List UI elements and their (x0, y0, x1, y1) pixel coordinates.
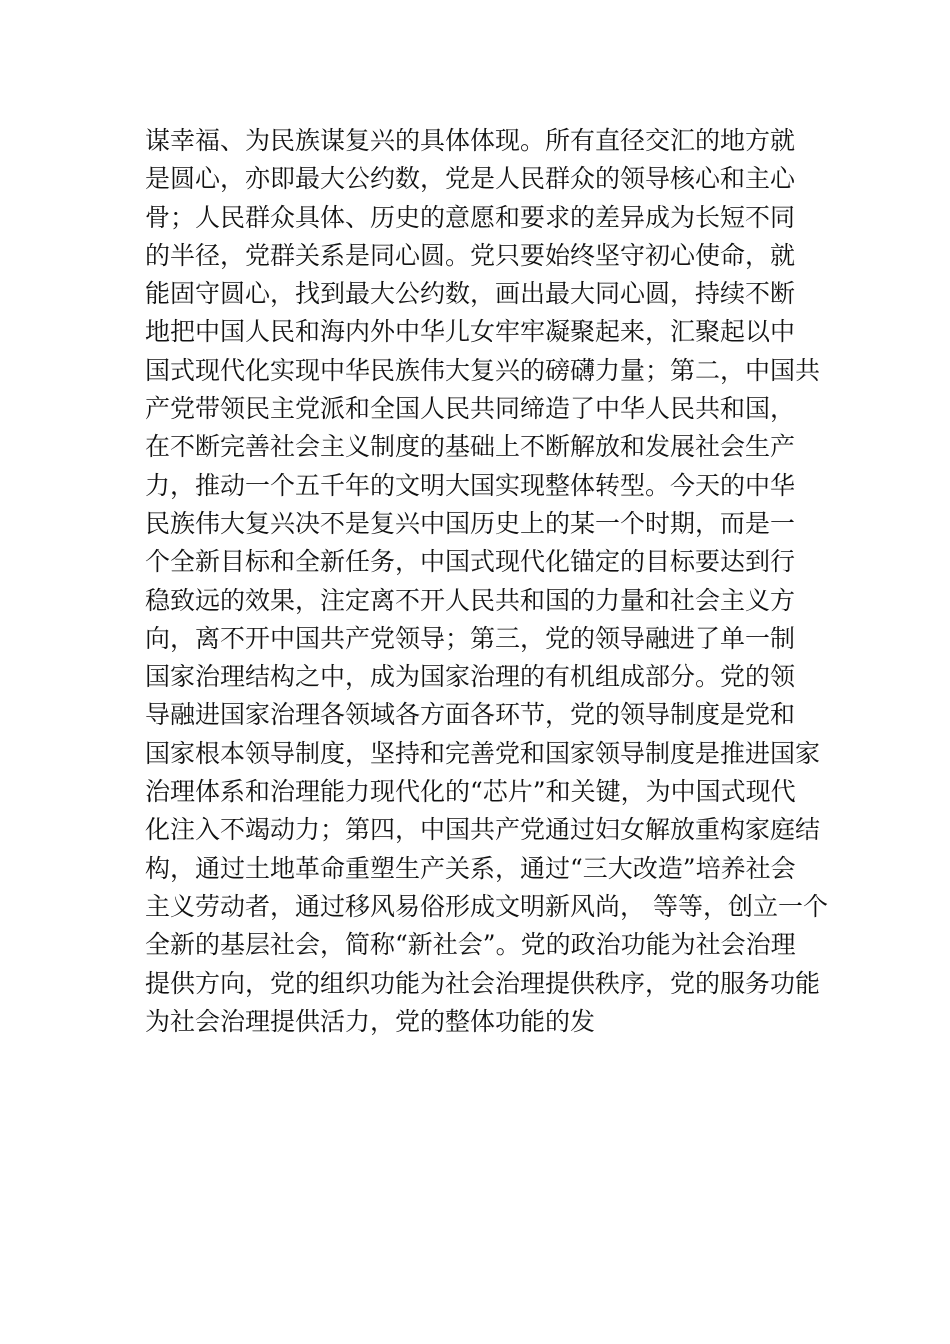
text-line: 国家治理结构之中，成为国家治理的有机组成部分。党的领 (145, 662, 796, 692)
text-line: 个全新目标和全新任务，中国式现代化锚定的目标要达到行 (145, 547, 796, 577)
text-line: 向，离不开中国共产党领导；第三，党的领导融进了单一制 (145, 623, 796, 653)
text-line: 稳致远的效果，注定离不开人民共和国的力量和社会主义方 (145, 585, 796, 615)
text-line: 地把中国人民和海内外中华儿女牢牢凝聚起来，汇聚起以中 (145, 317, 796, 347)
text-line: 导融进国家治理各领域各方面各环节，党的领导制度是党和 (145, 700, 796, 730)
text-line: 谋幸福、为民族谋复兴的具体体现。所有直径交汇的地方就 (145, 126, 796, 155)
text-line: 化注入不竭动力；第四，中国共产党通过妇女解放重构家庭结 (145, 815, 821, 845)
text-line: 是圆心，亦即最大公约数，党是人民群众的领导核心和主心 (145, 164, 796, 194)
text-line: 全新的基层社会，简称“新社会”。党的政治功能为社会治理 (145, 930, 796, 960)
text-line: 为社会治理提供活力，党的整体功能的发 (145, 1006, 596, 1036)
text-line: 力，推动一个五千年的文明大国实现整体转型。今天的中华 (145, 470, 796, 500)
text-line: 国家根本领导制度，坚持和完善党和国家领导制度是推进国家 (145, 738, 821, 768)
text-line: 治理体系和治理能力现代化的“芯片”和关键，为中国式现代 (145, 777, 796, 807)
text-line: 能固守圆心，找到最大公约数，画出最大同心圆，持续不断 (145, 279, 796, 309)
text-line: 的半径，党群关系是同心圆。党只要始终坚守初心使命，就 (145, 240, 796, 270)
text-line: 骨；人民群众具体、历史的意愿和要求的差异成为长短不同 (145, 202, 796, 232)
text-line: 在不断完善社会主义制度的基础上不断解放和发展社会生产 (145, 432, 796, 462)
text-line: 构，通过土地革命重塑生产关系，通过“三大改造”培养社会 (145, 853, 796, 883)
body-text (145, 122, 835, 1041)
text-line: 主义劳动者，通过移风易俗形成文明新风尚， 等等，创立一个 (145, 891, 828, 921)
text-line: 国式现代化实现中华民族伟大复兴的磅礴力量；第二，中国共 (145, 355, 821, 385)
text-line: 产党带领民主党派和全国人民共同缔造了中华人民共和国， (145, 394, 796, 424)
text-line: 民族伟大复兴决不是复兴中国历史上的某一个时期，而是一 (145, 508, 796, 538)
text-line: 提供方向，党的组织功能为社会治理提供秩序，党的服务功能 (145, 968, 821, 998)
